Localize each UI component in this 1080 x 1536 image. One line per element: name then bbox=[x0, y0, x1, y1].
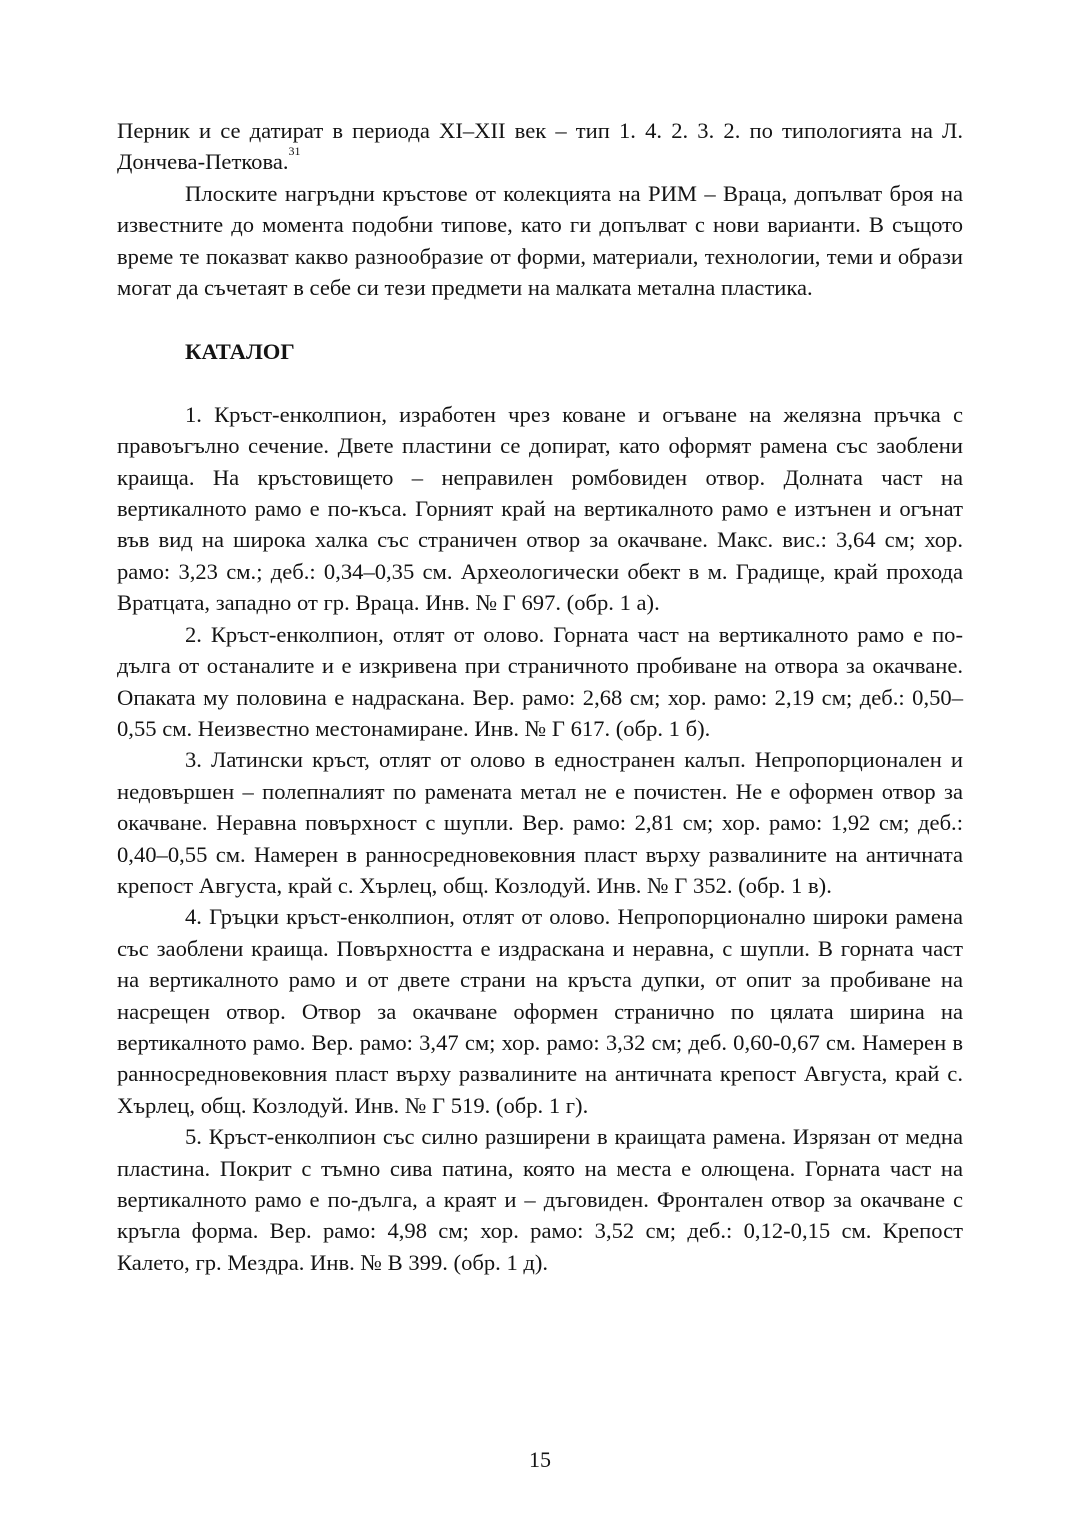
catalog-entry-2: 2. Кръст-енколпион, отлят от олово. Горната част на вертикалното рамо е по-дълга от останалите и е изкривена при страничното пробиване на отвора за окачване. Опаката му половина е надраскана. Вер. рамо: 2,68 см; хор. рамо: 2,19 см; деб.: 0,50–0,55 см. Неизвестно местонамиране. Инв. № Г 617. (обр. 1 б). bbox=[117, 621, 963, 741]
catalog-entry-5: 5. Кръст-енколпион със силно разширени в краищата рамена. Изрязан от медна пластина. Покрит с тъмно сива патина, която на места е олющена. Горната част на вертикалното рамо е по-дълга, а краят и – дъговиден. Фронтален отвор за окачване с кръгла форма. Вер. рамо: 4,98 см; хор. рамо: 3,52 см; деб.: 0,12-0,15 см. Крепост Калето, гр. Мездра. Инв. № В 399. (обр. 1 д). bbox=[117, 1124, 963, 1275]
page-number: 15 bbox=[529, 1447, 551, 1472]
intro-paragraph-continuation bbox=[117, 115, 963, 178]
catalog-heading: КАТАЛОГ bbox=[185, 339, 295, 365]
catalog-entry-4: 4. Гръцки кръст-енколпион, отлят от олово. Непропорционално широки рамена със заоблени краища. Повърхността е издраскана и неравна, с шупли. В горната част на вертикалното рамо и от двете страни на кръста дупки, от опит за пробиване на насрещен отвор. Отвор за окачване оформен странично по цялата ширина на вертикалното рамо. Вер. рамо: 3,47 см; хор. рамо: 3,32 см; деб. 0,60-0,67 см. Намерен в ранносредновековния пласт върху развалините на античната крепост Августа, край с. Хърлец, общ. Козлодуй. Инв. № Г 519. (обр. 1 г). bbox=[117, 904, 963, 1118]
page-body bbox=[117, 115, 963, 1278]
catalog-entry-3: 3. Латински кръст, отлят от олово в едностранен калъп. Непропорционален и недовършен – полепналият по рамената метал не е почистен. Не е оформен отвор за окачване. Неравна повърхност с шупли. Вер. рамо: 2,81 см; хор. рамо: 1,92 см; деб.: 0,40–0,55 см. Намерен в ранносредновековния пласт върху развалините на античната крепост Августа, край с. Хърлец, общ. Козлодуй. Инв. № Г 352. (обр. 1 в). bbox=[117, 747, 963, 898]
footnote-reference[interactable]: 31 bbox=[288, 144, 301, 159]
intro-paragraph-text: Перник и се датират в периода XI–XII век – тип 1. 4. 2. 3. 2. по типологията на Л. Дончева-Петкова. bbox=[117, 118, 963, 175]
catalog-entry-1: 1. Кръст-енколпион, изработен чрез коване и огъване на желязна пръчка с правоъгълно сечение. Двете пластини се допират, като оформят рамена със заоблени краища. На кръстовището – неправилен ромбовиден отвор. Долната част на вертикалното рамо е по-къса. Горният край на вертикалното рамо е изтънен и огънат във вид на широка халка със страничен отвор за окачване. Макс. вис.: 3,64 см; хор. рамо: 3,23 см.; деб.: 0,34–0,35 см. Археологически обект в м. Градище, край прохода Вратцата, западно от гр. Враца. Инв. № Г 697. (обр. 1 а). bbox=[117, 401, 963, 616]
intro-paragraph: Плоските нагръдни кръстове от колекцията на РИМ – Враца, допълват броя на известните до момента подобни типове, като ги допълват с нови варианти. В същото време те показват какво разнообразие от форми, материали, технологии, теми и образи могат да съчетаят в себе си тези предмети на малката метална пластика. bbox=[117, 180, 963, 301]
